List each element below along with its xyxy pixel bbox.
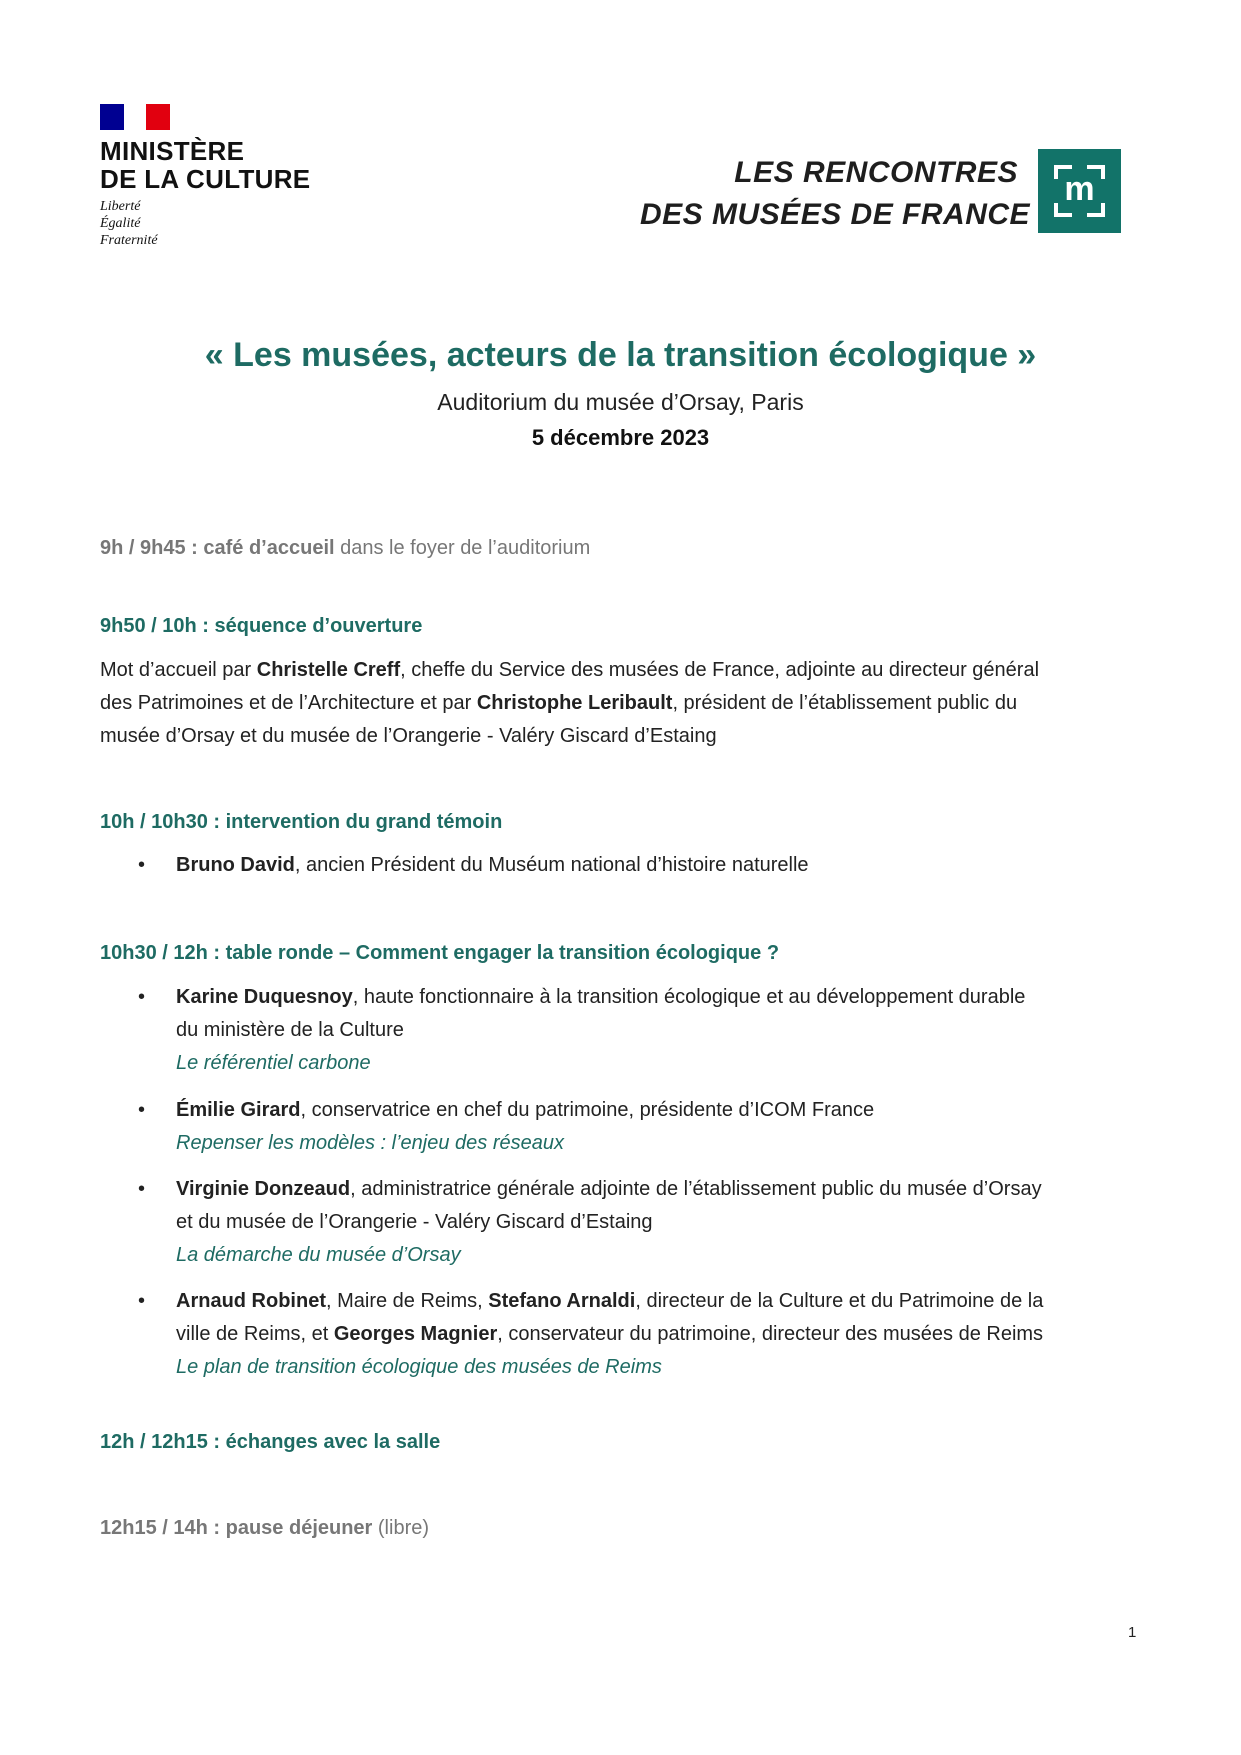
opening-text-line1: Mot d’accueil par Christelle Creff, cheffe du Service des musées de France, adjointe au directeur général [100,659,1040,681]
speaker-name: Virginie Donzeaud [176,1178,351,1200]
cafe-time: 9h / 9h45 : café d’accueil [100,537,335,559]
talk-topic: Repenser les modèles : l’enjeu des réseaux [176,1132,564,1154]
ministry-name-line2: DE LA CULTURE [100,164,311,194]
opening-heading: 9h50 / 10h : séquence d’ouverture [100,615,423,637]
logo-letter: m [1064,170,1095,208]
bullet-icon: • [138,854,146,876]
talk-topic: Le référentiel carbone [176,1052,371,1074]
motto-line: Liberté [100,199,141,214]
speaker-name: Émilie Girard [176,1099,301,1121]
speaker-name: Georges Magnier [333,1323,498,1345]
museum-logo-icon [1038,149,1121,233]
talk-topic: La démarche du musée d’Orsay [176,1244,461,1266]
witness-heading: 10h / 10h30 : intervention du grand témoin [100,811,503,833]
ministry-name [100,137,330,193]
motto-line: Fraternité [100,233,158,248]
speaker-name: Christophe Leribault [476,692,673,714]
roundtable-speaker: Arnaud Robinet, Maire de Reims, Stefano Arnaldi, directeur de la Culture et du Patrimoine de la ville de Reims, et Georges Magnier, conservateur du patrimoine, directeur des musées de Reims Le plan de transition écologique des musées de Reims [176,1285,1141,1384]
rencontres-line2: DES MUSÉES DE FRANCE [640,198,1031,231]
roundtable-speaker: Émilie Girard, conservatrice en chef du patrimoine, présidente d’ICOM France Repenser les modèles : l’enjeu des réseaux [176,1094,1141,1160]
rencontres-logo-text [640,152,1031,236]
marianne-flag-icon [100,104,170,130]
motto-line: Égalité [100,216,141,231]
speaker-name: Christelle Creff [256,659,401,681]
cafe-line [100,532,590,565]
event-date: 5 décembre 2023 [531,425,710,450]
bullet-icon: • [138,1178,146,1200]
witness-speaker: Bruno David, ancien Président du Muséum national d’histoire naturelle [176,854,809,876]
talk-topic: Le plan de transition écologique des musées de Reims [176,1356,662,1378]
lunch-line [100,1512,429,1545]
opening-text-line2: des Patrimoines et de l’Architecture et par Christophe Leribault, président de l’établissement public du [100,692,1018,714]
page-number: 1 [1128,1624,1137,1641]
speaker-name: Stefano Arnaldi [488,1290,636,1312]
bullet-icon: • [138,1099,146,1121]
lunch-note: (libre) [372,1517,430,1539]
ministry-name-line1: MINISTÈRE [100,136,245,166]
speaker-name: Karine Duquesnoy [176,986,353,1008]
roundtable-speaker: Virginie Donzeaud, administratrice générale adjointe de l’établissement public du musée d’Orsay et du musée de l’Orangerie - Valéry Giscard d’Estaing La démarche du musée d’Orsay [176,1173,1141,1272]
event-title: « Les musées, acteurs de la transition écologique » [204,336,1037,374]
lunch-time: 12h15 / 14h : pause déjeuner [100,1517,373,1539]
cafe-location: dans le foyer de l’auditorium [334,537,591,559]
bullet-icon: • [138,986,146,1008]
roundtable-heading: 10h30 / 12h : table ronde – Comment engager la transition écologique ? [100,942,780,964]
event-venue: Auditorium du musée d’Orsay, Paris [437,389,804,415]
roundtable-speaker: Karine Duquesnoy, haute fonctionnaire à la transition écologique et au développement durable du ministère de la Culture Le référentiel carbone [176,981,1141,1080]
opening-text-line3: musée d’Orsay et du musée de l’Orangerie - Valéry Giscard d’Estaing [100,725,717,747]
speaker-name: Bruno David [176,854,295,876]
bullet-icon: • [138,1290,146,1312]
exchange-heading: 12h / 12h15 : échanges avec la salle [100,1431,441,1453]
speaker-name: Arnaud Robinet [176,1290,326,1312]
rencontres-line1: LES RENCONTRES [734,156,1018,189]
republic-motto [100,198,158,249]
